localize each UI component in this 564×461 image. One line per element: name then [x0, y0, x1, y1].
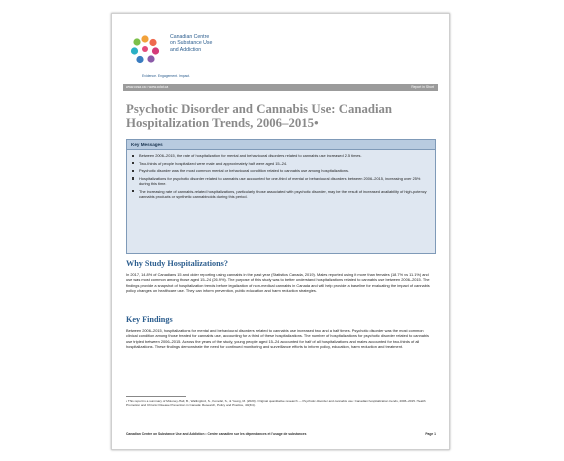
page-number: Page 1 — [425, 432, 436, 436]
list-item: Two-thirds of people hospitalized were male and approximately half were aged 15–24. — [139, 161, 429, 166]
list-item: The increasing rate of cannabis-related hospitalizations, particularly those associated with psychotic disorder, may be the result of increased availability of high-potency cannabis products or synthetic cannabinoids during this period. — [139, 189, 429, 199]
list-item: Hospitalizations for psychotic disorder related to cannabis use accounted for one-third of mental or behavioural disorders between 2006–2015, increasing over 25% during this time. — [139, 176, 429, 186]
key-messages-box — [126, 139, 436, 254]
list-item: Psychotic disorder was the most common mental or behavioural condition related to cannabis use among hospitalizations. — [139, 168, 429, 173]
footer-org: Canadian Centre on Substance Use and Addiction • Centre canadien sur les dépendances et l'usage de substances — [126, 432, 307, 436]
section-body-key-findings: Between 2006–2015, hospitalizations for mental and behavioural disorders related to cannabis use increased two and a half times. Psychotic disorder was the most common clinical condition among those treated for cannabis use, accounting for a third of these hospitalizations. The number of hospitalizations for psychotic disorder related to cannabis use tripled between 2006–2015. Across the years of the study, young people aged 15–24 accounted for half of all hospitalizations and males accounted for two-thirds of all hospitalizations. These findings demonstrate the need for continued monitoring and surveillance efforts to inform policy, education, harm reduction and treatment. — [126, 328, 429, 349]
organization-name: Canadian Centre on Substance Use and Addiction — [170, 34, 213, 53]
report-title: Psychotic Disorder and Cannabis Use: Canadian Hospitalization Trends, 2006–2015• — [126, 102, 393, 130]
ccsa-logo-icon — [124, 30, 166, 68]
section-heading-key-findings: Key Findings — [126, 315, 173, 324]
tagline: Evidence. Engagement. Impact. — [142, 74, 191, 78]
list-item: Between 2006–2015, the rate of hospitalization for mental and behavioural disorders related to cannabis use increased 2.5 times. — [139, 153, 429, 158]
report-type-label: Report in Short — [411, 85, 434, 90]
key-messages-heading: Key Messages — [127, 140, 435, 150]
footnote-divider — [126, 396, 186, 397]
website-links[interactable]: www.ccsa.ca • www.cclat.ca — [126, 85, 169, 90]
key-messages-list — [127, 153, 435, 199]
footnote: • This report is a summary of Moloney-Hall, B., Wallingford, S., Konefal, S., & Young, M. (2020). Original quantitative research — Psychotic disorder and cannabis use: Canadian hospitalization trends, 2006–2015. Health Promotion and Chronic Disease Prevention in Canada: Research, Policy and Practice, 40(3/4). — [126, 399, 426, 408]
section-heading-why-study: Why Study Hospitalizations? — [126, 259, 228, 268]
section-body-why-study: In 2017, 14.8% of Canadians 15 and older reporting using cannabis in the past year (Statistics Canada, 2019). Males reported using it more than females (18.7% vs 11.1%) and use was most common among those aged 15–24 (26.9%). The purpose of this study was to better understand hospitalizations related to cannabis use between 2006–2015. The findings provide a snapshot of hospitalization trends before legalization of non-medical cannabis in Canada and will help provide a baseline for evaluating the impact of cannabis policy changes on healthcare use. They can inform prevention, public education and harm reduction strategies. — [126, 272, 430, 293]
header-bar — [123, 84, 438, 91]
report-page — [111, 13, 450, 450]
